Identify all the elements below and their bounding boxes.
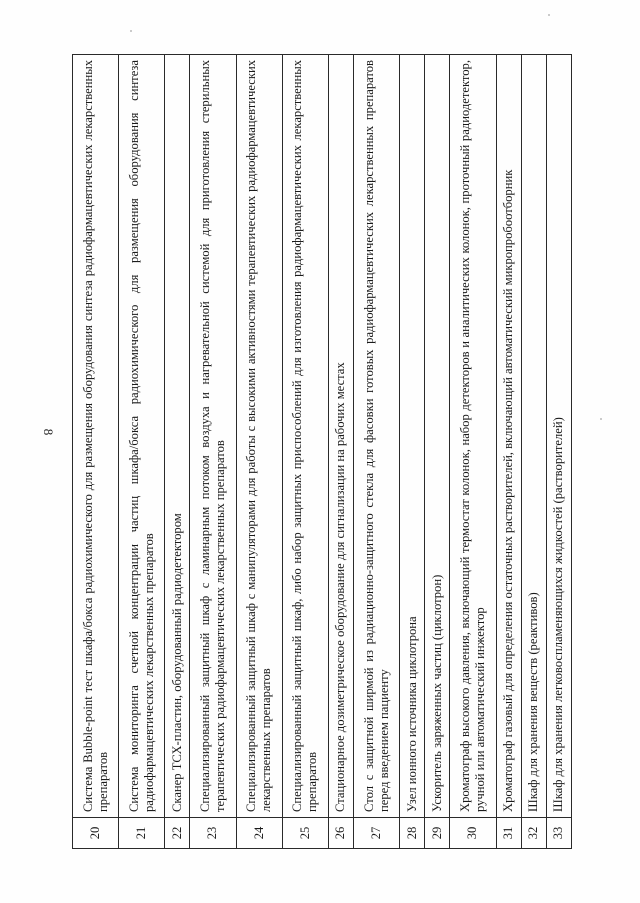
table-row <box>450 55 496 849</box>
table-row <box>165 55 190 849</box>
equipment-name: Система Bubble-point тест шкафа/бокса радиохимического для размещения оборудования синтеза радиофармацевтических лекарственных препаратов <box>73 55 119 818</box>
row-number: 32 <box>521 818 546 849</box>
row-number: 31 <box>496 818 521 849</box>
equipment-name: Специализированный защитный шкаф с манипуляторами для работы с высокими активностями терапевтических радиофармацевтических лекарственных препаратов <box>236 55 282 818</box>
equipment-name: Специализированный защитный шкаф, либо набор защитных приспособлений для изготовления радиофармацевтических лекарственных препаратов <box>282 55 328 818</box>
equipment-name: Стол с защитной ширмой из радиационно-защитного стекла для фасовки готовых радиофармацевтических лекарственных препаратов перед введением пациенту <box>353 55 399 818</box>
equipment-name: Шкаф для хранения веществ (реактивов) <box>521 55 546 818</box>
scan-speck <box>548 14 550 16</box>
row-number: 27 <box>353 818 399 849</box>
scan-speck <box>130 30 132 32</box>
row-number: 20 <box>73 818 119 849</box>
equipment-name: Шкаф для хранения легковоспламеняющихся жидкостей (растворителей) <box>546 55 571 818</box>
equipment-table <box>72 54 572 849</box>
table-row <box>400 55 425 849</box>
table-row <box>119 55 165 849</box>
table-row <box>521 55 546 849</box>
row-number: 23 <box>190 818 236 849</box>
row-number: 30 <box>450 818 496 849</box>
row-number: 26 <box>328 818 353 849</box>
page-number: 8 <box>41 428 56 436</box>
equipment-name: Сканер ТСХ-пластин, оборудованный радиодетектором <box>165 55 190 818</box>
table-row <box>73 55 119 849</box>
row-number: 25 <box>282 818 328 849</box>
equipment-table-container <box>72 54 572 849</box>
table-row <box>353 55 399 849</box>
equipment-table-body <box>73 55 572 849</box>
row-number: 22 <box>165 818 190 849</box>
equipment-name: Хроматограф газовый для определения остаточных растворителей, включающий автоматический микропробоотборник <box>496 55 521 818</box>
equipment-name: Ускоритель заряженных частиц (циклотрон) <box>425 55 450 818</box>
table-row <box>328 55 353 849</box>
row-number: 24 <box>236 818 282 849</box>
table-row <box>190 55 236 849</box>
equipment-name: Хроматограф высокого давления, включающий термостат колонок, набор детекторов и аналитических колонок, проточный радиодетектор, ручной или автоматический инжектор <box>450 55 496 818</box>
table-row <box>282 55 328 849</box>
table-row <box>425 55 450 849</box>
equipment-name: Специализированный защитный шкаф с ламинарным потоком воздуха и нагревательной системой для приготовления стерильных терапевтических радиофармацевтических лекарственных препаратов <box>190 55 236 818</box>
equipment-name: Стационарное дозиметрическое оборудование для сигнализации на рабочих местах <box>328 55 353 818</box>
row-number: 29 <box>425 818 450 849</box>
table-row <box>496 55 521 849</box>
table-row <box>236 55 282 849</box>
scan-speck <box>600 418 602 420</box>
row-number: 21 <box>119 818 165 849</box>
equipment-name: Узел ионного источника циклотрона <box>400 55 425 818</box>
row-number: 28 <box>400 818 425 849</box>
equipment-name: Система мониторинга счетной концентрации частиц шкафа/бокса радиохимического для размещения оборудования синтеза радиофармацевтических лекарственных препаратов <box>119 55 165 818</box>
table-row <box>546 55 571 849</box>
row-number: 33 <box>546 818 571 849</box>
